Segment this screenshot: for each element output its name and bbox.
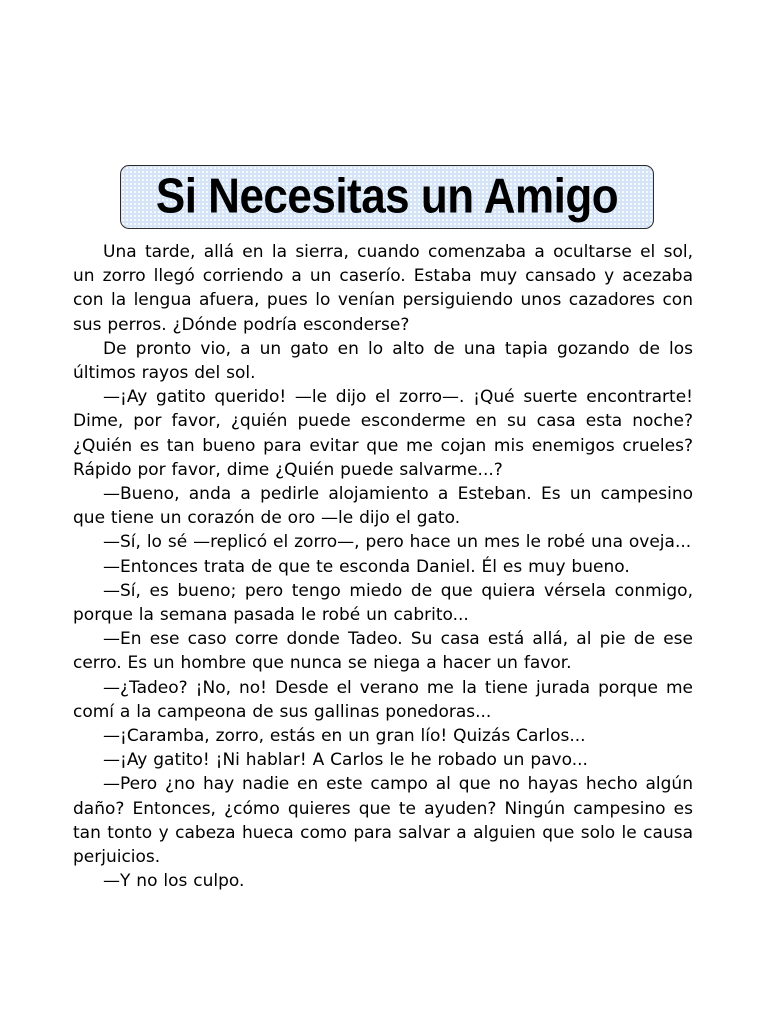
paragraph: De pronto vio, a un gato en lo alto de una tapia gozando de los últimos rayos del sol. bbox=[73, 338, 693, 384]
story-body bbox=[73, 240, 693, 893]
paragraph: Una tarde, allá en la sierra, cuando comenzaba a ocultarse el sol, un zorro llegó corriendo a un caserío. Estaba muy cansado y acezaba con la lengua afuera, pues lo venían persiguiendo unos cazadores con sus perros. ¿Dónde podría esconderse? bbox=[73, 242, 693, 335]
page-title: Si Necesitas un Amigo bbox=[155, 169, 619, 224]
paragraph: —¡Caramba, zorro, estás en un gran lío! Quizás Carlos... bbox=[103, 726, 586, 747]
paragraph: —Entonces trata de que te esconda Daniel. Él es muy bueno. bbox=[103, 556, 630, 577]
paragraph: —¿Tadeo? ¡No, no! Desde el verano me la tiene jurada porque me comí a la campeona de sus gallinas ponedoras... bbox=[73, 677, 693, 722]
paragraph: —Bueno, anda a pedirle alojamiento a Esteban. Es un campesino que tiene un corazón de oro —le dijo el gato. bbox=[73, 484, 693, 529]
paragraph: —Y no los culpo. bbox=[103, 871, 245, 892]
paragraph: —En ese caso corre donde Tadeo. Su casa está allá, al pie de ese cerro. Es un hombre que nunca se niega a hacer un favor. bbox=[73, 629, 693, 674]
paragraph: —Sí, lo sé —replicó el zorro—, pero hace un mes le robé una oveja... bbox=[103, 532, 692, 553]
paragraph: —Pero ¿no hay nadie en este campo al que no hayas hecho algún daño? Entonces, ¿cómo quieres que te ayuden? Ningún campesino es tan tonto y cabeza hueca como para salvar a alguien que solo le causa perjuicios. bbox=[73, 774, 693, 868]
paragraph: —¡Ay gatito querido! —le dijo el zorro—. ¡Qué suerte encontrarte! Dime, por favor, ¿quién puede esconderme en su casa esta noche? ¿Quién es tan bueno para evitar que me cojan mis enemigos crueles? Rápido por favor, dime ¿Quién puede salvarme...? bbox=[73, 387, 693, 480]
title-banner bbox=[120, 165, 654, 229]
paragraph: —¡Ay gatito! ¡Ni hablar! A Carlos le he robado un pavo... bbox=[103, 750, 588, 771]
paragraph: —Sí, es bueno; pero tengo miedo de que quiera vérsela conmigo, porque la semana pasada le robé un cabrito... bbox=[73, 580, 693, 626]
